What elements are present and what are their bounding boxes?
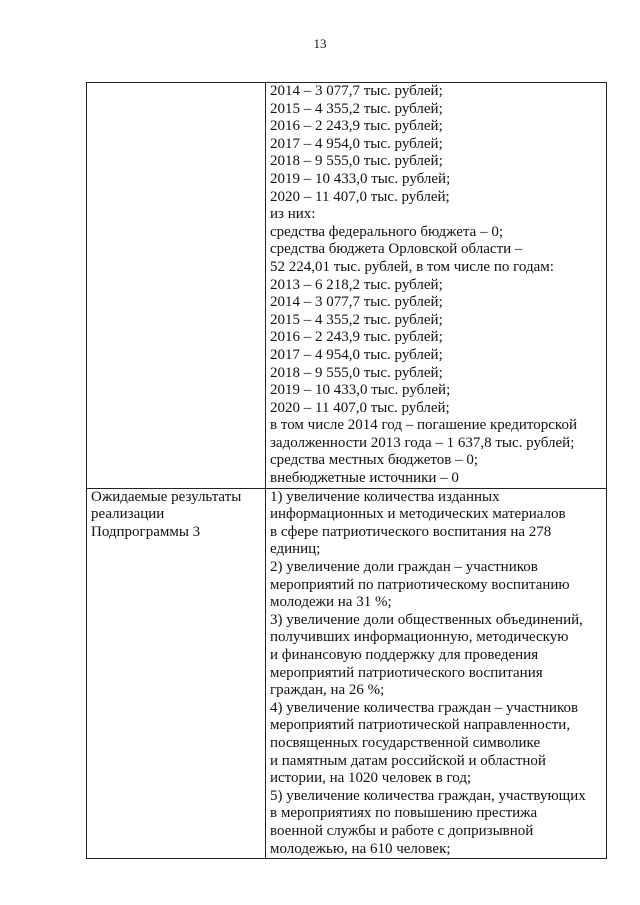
row-content-cell bbox=[266, 488, 607, 858]
row-label-line: реализации bbox=[91, 506, 165, 523]
row-content-line: и финансовую поддержку для проведения bbox=[270, 647, 539, 663]
row-content-line: информационных и методических материалов bbox=[270, 506, 566, 523]
page-number: 13 bbox=[313, 36, 327, 51]
row-content-line: единиц; bbox=[270, 541, 321, 558]
row-label-cell bbox=[87, 83, 266, 489]
row-content-line: получивших информационную, методическую bbox=[270, 629, 569, 646]
row-content-line: 2013 – 6 218,2 тыс. рублей; bbox=[270, 276, 443, 293]
table-row bbox=[87, 488, 607, 858]
row-content-line: 2017 – 4 954,0 тыс. рублей; bbox=[270, 346, 443, 363]
row-content-line: мероприятий по патриотическому воспитанию bbox=[270, 576, 570, 593]
row-content-line: мероприятий патриотической направленности, bbox=[270, 717, 571, 734]
row-content-line: 2019 – 10 433,0 тыс. рублей; bbox=[270, 382, 451, 399]
row-content-line: 2020 – 11 407,0 тыс. рублей; bbox=[270, 399, 450, 416]
row-content-line: посвященных государственной символике bbox=[270, 734, 541, 751]
row-content-cell bbox=[266, 83, 607, 489]
row-content-line: молодежью, на 610 человек; bbox=[270, 840, 451, 857]
row-content-line: 2015 – 4 355,2 тыс. рублей; bbox=[270, 100, 443, 117]
row-content-line: 2016 – 2 243,9 тыс. рублей; bbox=[270, 329, 443, 346]
row-content-line: 2016 – 2 243,9 тыс. рублей; bbox=[270, 118, 443, 135]
row-content-line: 2015 – 4 355,2 тыс. рублей; bbox=[270, 311, 443, 328]
row-content-line: 2018 – 9 555,0 тыс. рублей; bbox=[270, 364, 443, 381]
row-content-line: из них: bbox=[270, 206, 316, 223]
row-content-line: в том числе 2014 год – погашение кредиторской bbox=[270, 417, 577, 434]
row-content-line: 2014 – 3 077,7 тыс. рублей; bbox=[270, 294, 443, 311]
row-content-line: 2017 – 4 954,0 тыс. рублей; bbox=[270, 135, 443, 152]
row-content-line: задолженности 2013 года – 1 637,8 тыс. рублей; bbox=[270, 434, 575, 451]
row-label-line: Ожидаемые результаты bbox=[91, 488, 242, 505]
row-content-line: военной службы и работе с допризывной bbox=[270, 822, 534, 839]
row-content-line: 1) увеличение количества изданных bbox=[270, 488, 500, 505]
row-label-cell bbox=[87, 488, 266, 858]
program-passport-table bbox=[86, 82, 607, 859]
row-label-line: Подпрограммы 3 bbox=[91, 523, 201, 540]
row-content-line: 2018 – 9 555,0 тыс. рублей; bbox=[270, 153, 443, 170]
row-content-line: 2020 – 11 407,0 тыс. рублей; bbox=[270, 188, 450, 205]
row-content-line: мероприятий патриотического воспитания bbox=[270, 664, 543, 681]
row-content-line: средства бюджета Орловской области – bbox=[270, 241, 523, 258]
row-content-line: в сфере патриотического воспитания на 278 bbox=[270, 523, 552, 540]
row-content-line: средства местных бюджетов – 0; bbox=[270, 452, 478, 469]
row-content-line: истории, на 1020 человек в год; bbox=[270, 770, 472, 787]
row-content-line: граждан, на 26 %; bbox=[270, 682, 385, 699]
row-content-line: 5) увеличение количества граждан, участвующих bbox=[270, 787, 586, 804]
row-content-line: 2014 – 3 077,7 тыс. рублей; bbox=[270, 83, 443, 99]
row-content-line: 3) увеличение доли общественных объединений, bbox=[270, 611, 583, 628]
row-content-line: 52 224,01 тыс. рублей, в том числе по годам: bbox=[270, 258, 554, 275]
row-content-line: средства федерального бюджета – 0; bbox=[270, 223, 503, 240]
row-content-line: внебюджетные источники – 0 bbox=[270, 470, 459, 487]
table-body bbox=[87, 83, 607, 859]
row-content-line: и памятным датам российской и областной bbox=[270, 752, 546, 769]
row-content-line: 4) увеличение количества граждан – участников bbox=[270, 699, 579, 716]
table-row bbox=[87, 83, 607, 489]
row-content-line: 2) увеличение доли граждан – участников bbox=[270, 559, 538, 576]
row-content-line: в мероприятиях по повышению престижа bbox=[270, 805, 538, 822]
row-content-line: молодежи на 31 %; bbox=[270, 594, 392, 611]
row-content-line: 2019 – 10 433,0 тыс. рублей; bbox=[270, 170, 451, 187]
